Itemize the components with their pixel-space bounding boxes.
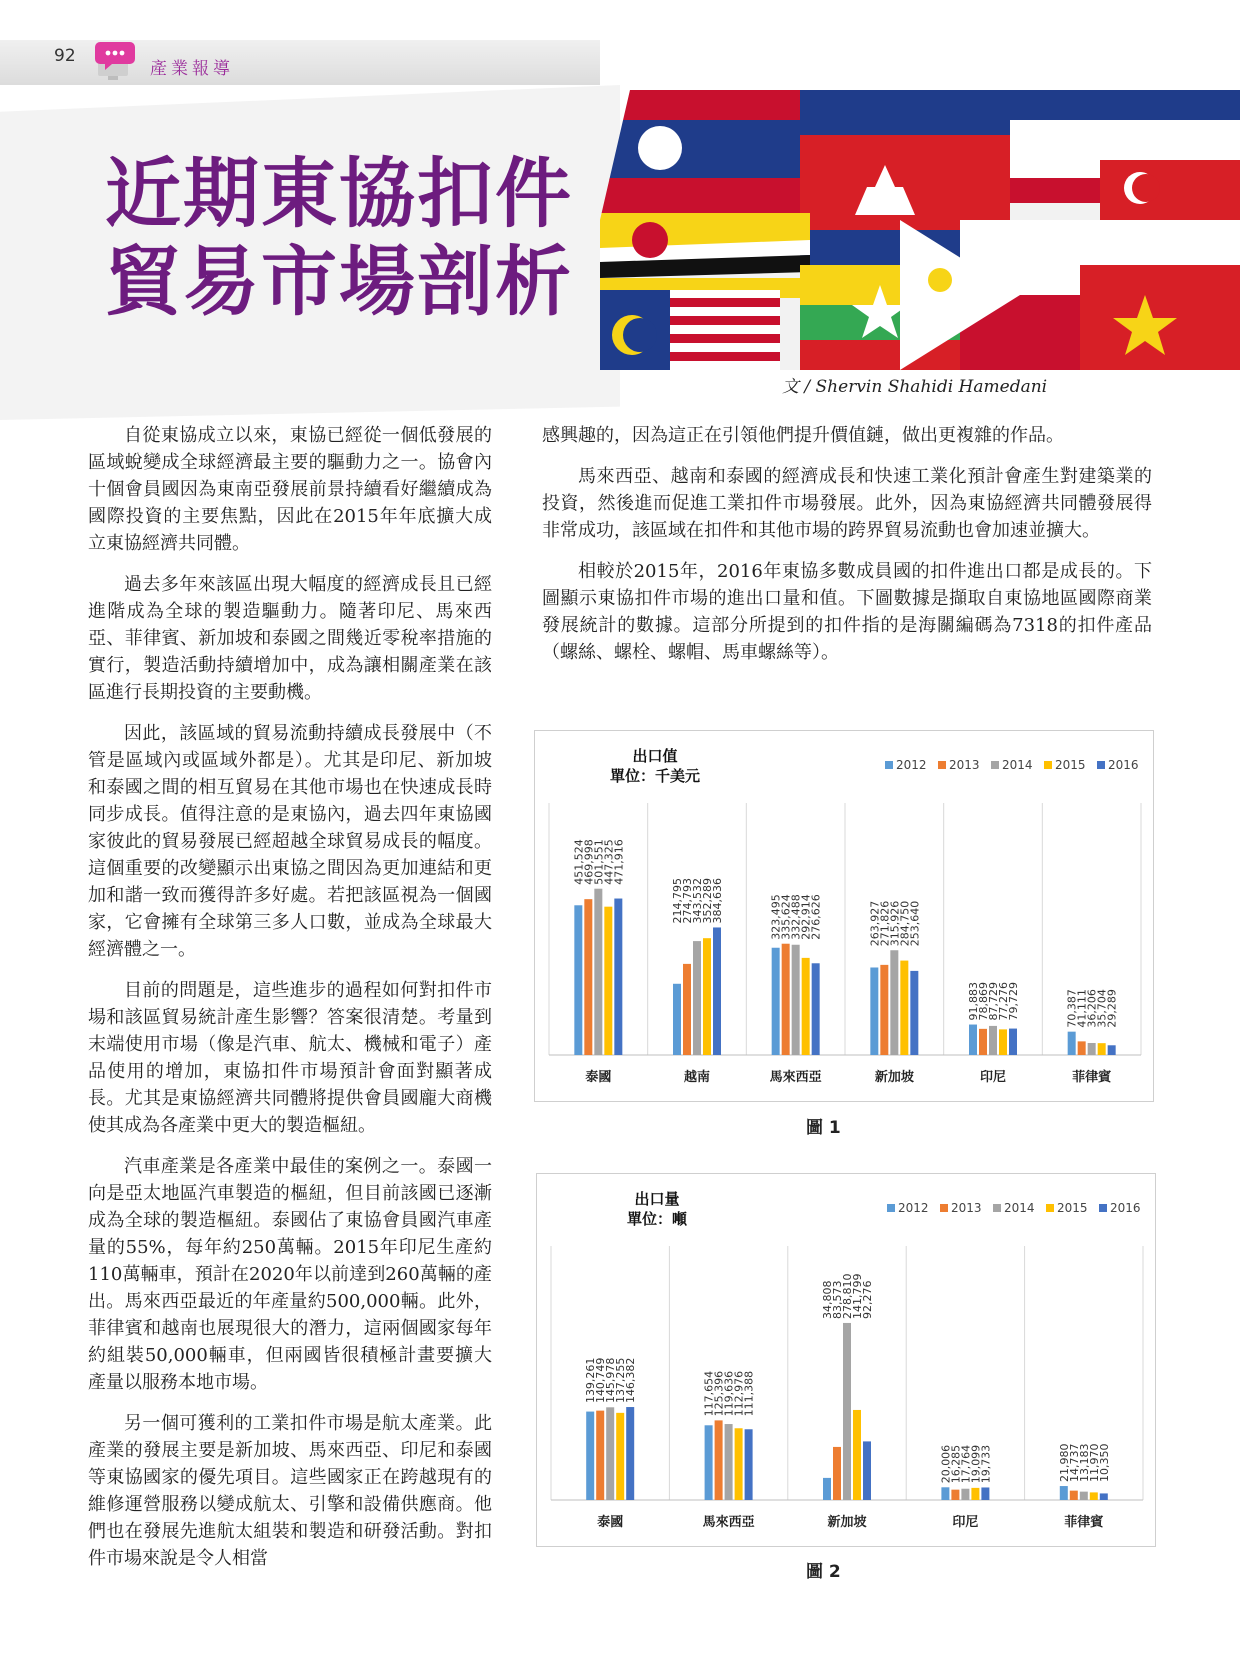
- data-label: 451,524: [572, 839, 586, 885]
- data-label: 78,869: [977, 982, 990, 1021]
- bar: [812, 963, 820, 1055]
- data-label: 92,276: [861, 1280, 874, 1319]
- chart-svg: [535, 731, 1153, 1101]
- legend-label: 2013: [951, 1201, 982, 1215]
- category-label: 菲律賓: [1064, 1515, 1104, 1530]
- section-label: 產業報導: [150, 59, 234, 79]
- legend-label: 2016: [1108, 758, 1139, 772]
- paragraph: 汽車產業是各產業中最佳的案例之一。泰國一向是亞太地區汽車製造的樞紐，但目前該國已逐漸成為全球的製造樞紐。泰國佔了東協會員國汽車產量的55%，每年約250萬輛。2015年印尼生產約110萬輛車，預計在2020年以前達到260萬輛的產出。馬來西亞最近的年產量約500,000輛。此外，菲律賓和越南也展現很大的潛力，這兩個國家每年約組裝50,000輛車，但兩國皆很積極計畫要擴大產量以服務本地市場。: [88, 1156, 492, 1393]
- bar: [1060, 1486, 1068, 1500]
- category-label: 印尼: [979, 1070, 1007, 1085]
- bar: [880, 965, 888, 1055]
- bar: [725, 1424, 733, 1500]
- paragraph: 另一個可獲利的工業扣件市場是航太產業。此產業的發展主要是新加坡、馬來西亞、印尼和泰國等東協國家的優先項目。這些國家正在跨越現有的維修運營服務以變成航太、引擎和設備供應商。他們也在發展先進航太組裝和製造和研發活動。對扣件市場來說是令人相當: [88, 1413, 492, 1569]
- data-label: 19,733: [979, 1444, 993, 1484]
- legend-label: 2015: [1057, 1201, 1088, 1215]
- bar: [843, 1323, 851, 1500]
- data-label: 20,006: [939, 1444, 953, 1484]
- chart-title: 出口量: [634, 1190, 680, 1208]
- bar: [1009, 1029, 1017, 1055]
- chart-svg: [537, 1174, 1155, 1546]
- bar: [1078, 1041, 1086, 1055]
- data-label: 16,285: [949, 1444, 963, 1484]
- data-label: 471,916: [612, 839, 626, 885]
- bar: [772, 948, 780, 1055]
- bar: [703, 938, 711, 1055]
- bar: [1100, 1493, 1108, 1500]
- data-label: 214,795: [671, 877, 684, 924]
- data-label: 263,927: [868, 900, 882, 947]
- bar: [969, 1025, 977, 1055]
- bar: [745, 1429, 753, 1500]
- data-label: 70,387: [1065, 989, 1079, 1028]
- export-value-chart: [534, 730, 1154, 1102]
- asean-flags-banner: [600, 90, 1240, 370]
- data-label: 10,350: [1097, 1443, 1111, 1483]
- bar: [713, 927, 721, 1055]
- paragraph: 因此，該區域的貿易流動持續成長發展中（不管是區域內或區域外都是）。尤其是印尼、新加坡和泰國之間的相互貿易在其他市場也在快速成長時同步成長。值得注意的是東協內，過去四年東協國家彼此的貿易發展已經超越全球貿易成長的幅度。這個重要的改變顯示出東協之間因為更加連結和更加和諧一致而獲得許多好處。若把該區視為一個國家，它會擁有全球第三多人口數，並成為全球最大經濟體之一。: [88, 723, 492, 960]
- data-label: 501,551: [592, 839, 606, 885]
- category-label: 馬來西亞: [769, 1070, 822, 1085]
- bar: [951, 1490, 959, 1500]
- data-label: 276,626: [809, 894, 823, 940]
- category-label: 菲律賓: [1072, 1070, 1112, 1085]
- bar: [614, 899, 622, 1055]
- title-line-1: 近期東協扣件: [105, 149, 573, 238]
- bar: [574, 905, 582, 1055]
- bar: [596, 1411, 604, 1500]
- legend-label: 2014: [1002, 758, 1033, 772]
- data-label: 111,388: [742, 1370, 756, 1417]
- data-label: 271,826: [878, 900, 892, 947]
- bar: [1068, 1032, 1076, 1055]
- data-label: 139,261: [584, 1357, 598, 1404]
- data-label: 13,183: [1077, 1443, 1091, 1483]
- bar: [802, 958, 810, 1055]
- figure-1-caption: 圖 1: [806, 1118, 841, 1138]
- data-label: 34,808: [821, 1280, 834, 1319]
- bar: [735, 1428, 743, 1500]
- data-label: 11,970: [1087, 1443, 1101, 1483]
- data-label: 352,289: [701, 877, 714, 924]
- data-label: 323,495: [769, 894, 783, 940]
- data-label: 119,636: [722, 1370, 736, 1417]
- bar: [1070, 1491, 1078, 1500]
- paragraph: 自從東協成立以來，東協已經從一個低發展的區域蛻變成全球經濟最主要的驅動力之一。協會內十個會員國因為東南亞發展前景持續看好繼續成為國際投資的主要焦點，因此在2015年年底擴大成立東協經濟共同體。: [88, 425, 492, 554]
- legend-swatch: [991, 761, 999, 769]
- data-label: 14,737: [1067, 1443, 1081, 1483]
- legend-swatch: [993, 1204, 1001, 1212]
- bar: [870, 967, 878, 1055]
- paragraph: 馬來西亞、越南和泰國的經濟成長和快速工業化預計會產生對建築業的投資，然後進而促進工業扣件市場發展。此外，因為東協經濟共同體發展得非常成功，該區域在扣件和其他市場的跨界貿易流動也會加速並擴大。: [542, 466, 1152, 541]
- data-label: 77,276: [997, 982, 1010, 1021]
- data-label: 125,396: [712, 1370, 726, 1417]
- bar: [616, 1413, 624, 1500]
- bar: [853, 1410, 861, 1500]
- data-label: 87,729: [987, 982, 1000, 1021]
- data-label: 384,636: [711, 877, 724, 924]
- data-label: 29,289: [1105, 989, 1119, 1028]
- bar: [979, 1029, 987, 1055]
- page-number: 92: [54, 46, 76, 66]
- legend-swatch: [1044, 761, 1052, 769]
- bar: [606, 1407, 614, 1500]
- legend-label: 2015: [1055, 758, 1086, 772]
- category-label: 馬來西亞: [702, 1515, 755, 1530]
- data-label: 469,998: [582, 839, 596, 885]
- category-label: 新加坡: [827, 1515, 867, 1530]
- bar: [715, 1420, 723, 1500]
- data-label: 79,729: [1007, 982, 1020, 1021]
- byline: 文 / Shervin Shahidi Hamedani: [782, 377, 1048, 397]
- bar: [971, 1488, 979, 1500]
- bar: [961, 1489, 969, 1500]
- chart-subtitle: 單位：千美元: [609, 767, 701, 785]
- left-column: [88, 422, 492, 1586]
- bar: [833, 1447, 841, 1500]
- bar: [673, 984, 681, 1055]
- legend-label: 2012: [896, 758, 927, 772]
- bar: [594, 889, 602, 1055]
- bar: [782, 944, 790, 1055]
- data-label: 332,488: [789, 894, 803, 940]
- data-label: 278,810: [841, 1273, 854, 1319]
- bar: [683, 964, 691, 1055]
- data-label: 112,976: [732, 1370, 746, 1417]
- data-label: 315,926: [888, 900, 902, 947]
- bar: [1080, 1492, 1088, 1500]
- bar: [863, 1441, 871, 1500]
- legend-swatch: [887, 1204, 895, 1212]
- data-label: 21,980: [1057, 1443, 1071, 1483]
- paragraph: 相較於2015年，2016年東協多數成員國的扣件進出口都是成長的。下圖顯示東協扣件市場的進出口量和值。下圖數據是擷取自東協地區國際商業發展統計的數據。這部分所提到的扣件指的是海關編碼為7318的扣件產品（螺絲、螺栓、螺帽、馬車螺絲等）。: [542, 561, 1152, 663]
- data-label: 284,750: [898, 900, 912, 947]
- category-label: 新加坡: [874, 1070, 914, 1085]
- bar: [999, 1029, 1007, 1055]
- data-label: 335,624: [779, 894, 793, 940]
- paragraph: 過去多年來該區出現大幅度的經濟成長且已經進階成為全球的製造驅動力。隨著印尼、馬來西亞、菲律賓、新加坡和泰國之間幾近零稅率措施的實行，製造活動持續增加中，成為讓相關產業在該區進行長期投資的主要動機。: [88, 574, 492, 703]
- data-label: 35,704: [1095, 989, 1109, 1028]
- bar: [823, 1478, 831, 1500]
- data-label: 17,764: [959, 1444, 973, 1484]
- category-label: 泰國: [585, 1070, 612, 1085]
- category-label: 泰國: [597, 1515, 624, 1530]
- paragraph-continuation: 感興趣的，因為這正在引領他們提升價值鏈，做出更複雜的作品。: [542, 425, 1064, 446]
- data-label: 91,883: [967, 982, 980, 1021]
- bar: [890, 950, 898, 1055]
- bar: [792, 945, 800, 1055]
- paragraph: 目前的問題是，這些進步的過程如何對扣件市場和該區貿易統計產生影響？答案很清楚。考量到末端使用市場（像是汽車、航太、機械和電子）產品使用的增加，東協扣件市場預計會面對顯著成長。尤其是東協經濟共同體將提供會員國龐大商機使其成為各產業中更大的製造樞紐。: [88, 980, 492, 1136]
- legend-label: 2016: [1110, 1201, 1141, 1215]
- chart-title: 出口值: [632, 747, 678, 765]
- bar: [1090, 1492, 1098, 1500]
- category-label: 越南: [683, 1070, 711, 1085]
- data-label: 146,382: [624, 1357, 638, 1404]
- legend-label: 2014: [1004, 1201, 1035, 1215]
- title-line-2: 貿易市場剖析: [105, 237, 573, 326]
- legend-swatch: [1099, 1204, 1107, 1212]
- bar: [1088, 1043, 1096, 1055]
- article-title: [105, 150, 573, 326]
- legend-swatch: [1097, 761, 1105, 769]
- bar: [900, 961, 908, 1055]
- data-label: 137,255: [614, 1357, 628, 1404]
- bar: [910, 971, 918, 1055]
- bar: [981, 1487, 989, 1500]
- data-label: 253,640: [908, 900, 922, 947]
- bar: [626, 1407, 634, 1500]
- data-label: 19,099: [969, 1444, 983, 1484]
- bar: [989, 1026, 997, 1055]
- legend-swatch: [885, 761, 893, 769]
- data-label: 41,111: [1075, 989, 1089, 1028]
- chat-bubble-monitor-icon: [92, 38, 138, 82]
- legend-label: 2012: [898, 1201, 929, 1215]
- data-label: 140,749: [594, 1357, 608, 1404]
- data-label: 117,654: [702, 1370, 716, 1417]
- bar: [1098, 1043, 1106, 1055]
- header-band: [0, 40, 600, 85]
- data-label: 292,914: [799, 894, 813, 940]
- data-label: 145,978: [604, 1357, 618, 1404]
- chart-subtitle: 單位：噸: [626, 1210, 688, 1228]
- bar: [941, 1487, 949, 1500]
- data-label: 447,325: [602, 839, 616, 885]
- data-label: 141,799: [851, 1273, 864, 1319]
- bar: [705, 1425, 713, 1500]
- data-label: 274,793: [681, 877, 694, 924]
- legend-swatch: [1046, 1204, 1054, 1212]
- bar: [604, 907, 612, 1055]
- data-label: 83,573: [831, 1280, 844, 1319]
- bar: [1108, 1045, 1116, 1055]
- data-label: 343,532: [691, 877, 704, 924]
- data-label: 36,206: [1085, 989, 1099, 1028]
- bar: [584, 899, 592, 1055]
- legend-swatch: [940, 1204, 948, 1212]
- category-label: 印尼: [952, 1515, 979, 1530]
- legend-label: 2013: [949, 758, 980, 772]
- export-volume-chart: [536, 1173, 1156, 1547]
- right-column: [542, 422, 1152, 680]
- bar: [693, 941, 701, 1055]
- legend-swatch: [938, 761, 946, 769]
- figure-2-caption: 圖 2: [806, 1562, 841, 1582]
- bar: [586, 1412, 594, 1500]
